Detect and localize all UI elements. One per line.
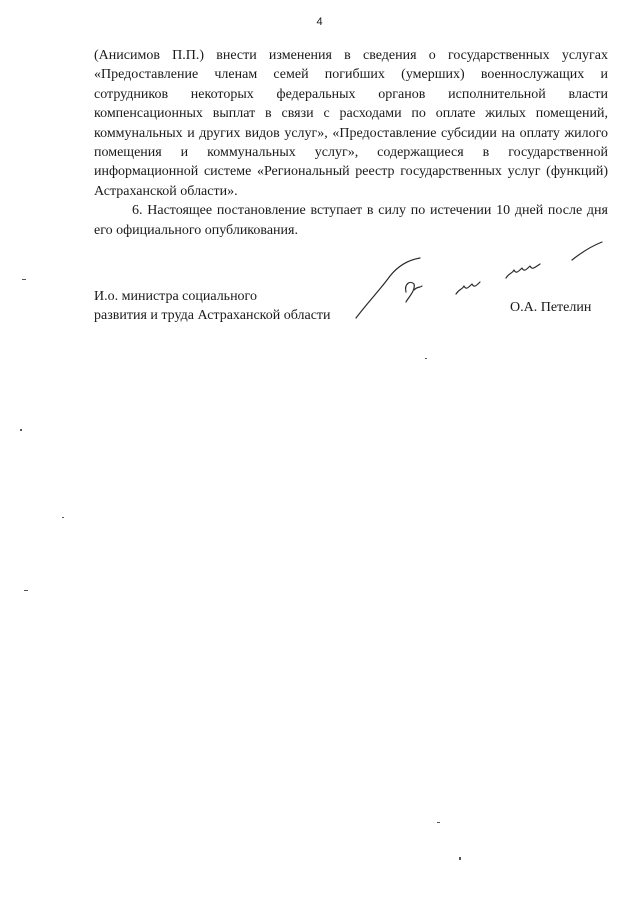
scan-artifact — [62, 517, 64, 518]
paragraph-item-6: 6. Настоящее постановление вступает в силу по истечении 10 дней после дня его официального опубликования. — [94, 203, 608, 238]
scan-artifact — [24, 590, 28, 591]
signatory-position — [94, 287, 331, 325]
signatory-position-line-2: развития и труда Астраханской области — [94, 308, 331, 323]
scan-artifact — [459, 857, 461, 860]
scan-artifact — [425, 358, 427, 359]
scan-artifact — [20, 429, 22, 431]
document-body — [94, 46, 608, 240]
scan-artifact — [22, 279, 26, 280]
page-number: 4 — [316, 16, 323, 28]
signer-name: О.А. Петелин — [510, 300, 592, 315]
paragraph-continuation: (Анисимов П.П.) внести изменения в сведения о государственных услугах «Предоставление членам семей погибших (умерших) военнослужащих и сотрудников некоторых федеральных органов исполнительной власти компенсационных выплат в связи с расходами по оплате жилых помещений, коммунальных и других видов услуг», «Предоставление субсидии на оплату жилого помещения и коммунальных услуг», содержащиеся в государственной информационной системе «Региональный реестр государственных услуг (функций) Астраханской области». — [94, 48, 608, 199]
scan-artifact — [437, 822, 440, 823]
signatory-position-line-1: И.о. министра социального — [94, 289, 257, 304]
